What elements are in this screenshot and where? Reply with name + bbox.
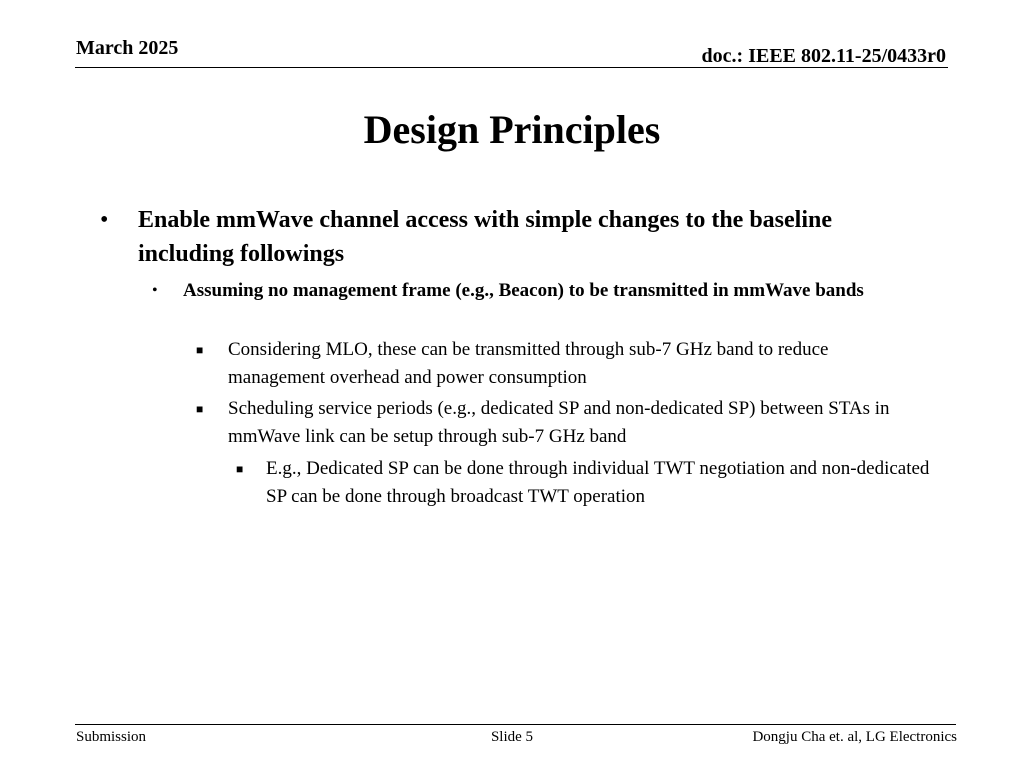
square-bullet-icon: ■ xyxy=(196,343,204,357)
bullet-text: E.g., Dedicated SP can be done through individual TWT negotiation and non-dedicated SP can be done through broadcast TWT operation xyxy=(266,458,930,507)
round-bullet-icon: • xyxy=(152,282,158,299)
footer-author: Dongju Cha et. al, LG Electronics xyxy=(752,729,957,745)
header-doc-id: doc.: IEEE 802.11-25/0433r0 xyxy=(701,45,946,67)
round-bullet-icon: • xyxy=(100,207,109,233)
footer-divider xyxy=(75,724,956,725)
bullet-text: Enable mmWave channel access with simple changes to the baseline including followings xyxy=(138,207,832,267)
header-date: March 2025 xyxy=(76,37,179,59)
footer-slide-number: Slide 5 xyxy=(490,729,534,745)
bullet-text: Scheduling service periods (e.g., dedicated SP and non-dedicated SP) between STAs in mmWave link can be setup through sub-7 GHz band xyxy=(228,398,890,447)
footer-submission: Submission xyxy=(76,729,147,745)
square-bullet-icon: ■ xyxy=(196,402,204,416)
square-bullet-icon: ■ xyxy=(236,462,244,476)
slide-title: Design Principles xyxy=(363,107,661,152)
bullet-text: Considering MLO, these can be transmitted through sub-7 GHz band to reduce management overhead and power consumption xyxy=(228,339,829,388)
bullet-text: Assuming no management frame (e.g., Beacon) to be transmitted in mmWave bands xyxy=(183,280,864,301)
header-divider xyxy=(75,67,948,68)
